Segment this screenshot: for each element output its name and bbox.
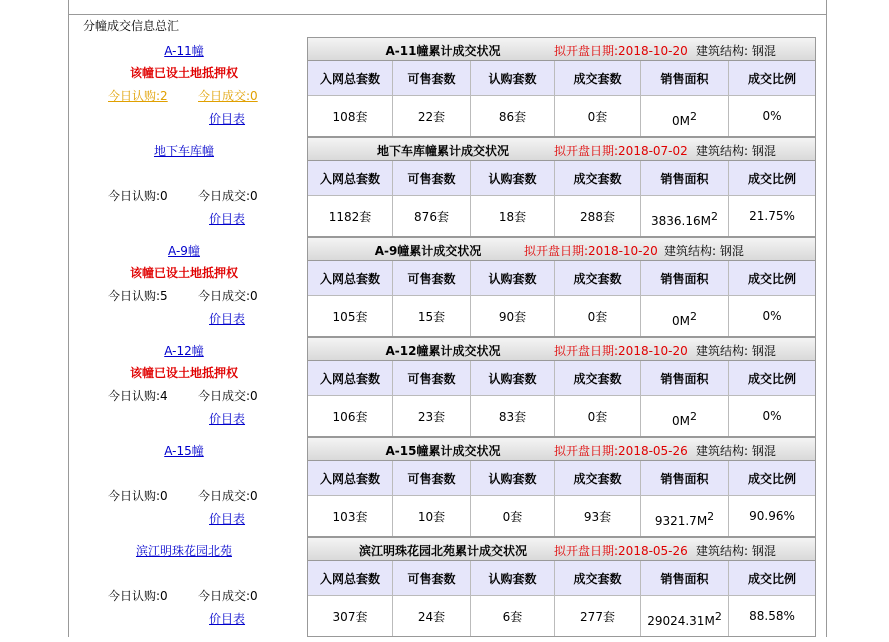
column-header-available-units: 可售套数 (393, 361, 471, 395)
mortgage-warning: 该幢已设土地抵押权 (129, 266, 238, 280)
planned-open-date: 拟开盘日期:2018-05-26 (554, 444, 688, 458)
table-title: A-9幢累计成交状况 (374, 244, 482, 258)
column-header-sales-area: 销售面积 (641, 161, 729, 195)
column-header-deal-ratio: 成交比例 (747, 71, 796, 86)
frame-top-border (68, 14, 827, 15)
column-header-sold-units: 成交套数 (555, 361, 641, 395)
value-row (308, 596, 815, 636)
planned-open-date: 拟开盘日期:2018-10-20 (524, 244, 658, 258)
building-stats-table (307, 37, 816, 137)
cell-available-units: 15套 (393, 296, 471, 336)
column-header-sales-area: 销售面积 (641, 61, 729, 95)
cell-sales-area: $9321.7M^2$ (641, 496, 729, 536)
column-header-row (308, 361, 815, 396)
value-row (308, 196, 815, 236)
column-header-deal-ratio: 成交比例 (747, 571, 796, 586)
column-header-subscribed-units: 认购套数 (471, 561, 555, 595)
cell-sales-area: $0M^2$ (641, 96, 729, 136)
cell-total-units: 103套 (308, 496, 393, 536)
column-header-subscribed-units: 认购套数 (471, 161, 555, 195)
building-name-link[interactable]: A-12幢 (164, 344, 204, 358)
building-stats-table (307, 237, 816, 337)
building-structure: 建筑结构: 钢混 (696, 544, 776, 558)
column-header-available-units: 可售套数 (393, 461, 471, 495)
column-header-deal-ratio: 成交比例 (747, 171, 796, 186)
building-structure: 建筑结构: 钢混 (664, 244, 744, 258)
table-header-bar (308, 438, 815, 461)
column-header-total-units: 入网总套数 (308, 361, 393, 395)
building-name-link[interactable]: A-11幢 (164, 44, 204, 58)
table-header-bar (308, 38, 815, 61)
value-row (308, 396, 815, 436)
column-header-row (308, 161, 815, 196)
cell-sold-units: 93套 (555, 496, 641, 536)
today-subscribed: 今日认购:5 (108, 289, 168, 303)
column-header-sales-area: 销售面积 (641, 461, 729, 495)
building-summary (84, 342, 284, 442)
today-deals: 今日成交:0 (198, 289, 258, 303)
column-header-available-units: 可售套数 (393, 61, 471, 95)
column-header-sales-area: 销售面积 (641, 361, 729, 395)
planned-open-date: 拟开盘日期:2018-05-26 (554, 544, 688, 558)
building-structure: 建筑结构: 钢混 (696, 44, 776, 58)
cell-sales-area: $29024.31M^2$ (641, 596, 729, 636)
building-stats-table (307, 437, 816, 537)
cell-sold-units: 277套 (555, 596, 641, 636)
cell-total-units: 108套 (308, 96, 393, 136)
table-header-bar (308, 338, 815, 361)
value-row (308, 96, 815, 136)
cell-deal-ratio: 21.75% (749, 209, 795, 223)
planned-open-date: 拟开盘日期:2018-07-02 (554, 144, 688, 158)
column-header-row (308, 461, 815, 496)
cell-total-units: 106套 (308, 396, 393, 436)
table-header-bar (308, 238, 815, 261)
planned-open-date: 拟开盘日期:2018-10-20 (554, 344, 688, 358)
column-header-sold-units: 成交套数 (555, 261, 641, 295)
table-title: A-15幢累计成交状况 (385, 444, 501, 458)
price-list-link[interactable]: 价目表 (209, 412, 246, 426)
building-stats-table (307, 537, 816, 637)
column-header-subscribed-units: 认购套数 (471, 61, 555, 95)
today-deals: 今日成交:0 (198, 189, 258, 203)
table-header-bar (308, 138, 815, 161)
today-subscribed: 今日认购:4 (108, 389, 168, 403)
building-summary (84, 242, 284, 342)
cell-available-units: 23套 (393, 396, 471, 436)
table-title: 滨江明珠花园北苑累计成交状况 (358, 544, 527, 558)
column-header-total-units: 入网总套数 (308, 461, 393, 495)
building-structure: 建筑结构: 钢混 (696, 144, 776, 158)
today-subscribed: 今日认购:0 (108, 489, 168, 503)
table-header-bar (308, 538, 815, 561)
price-list-link[interactable]: 价目表 (209, 112, 246, 126)
column-header-available-units: 可售套数 (393, 561, 471, 595)
cell-deal-ratio: 90.96% (749, 509, 795, 523)
cell-deal-ratio: 88.58% (749, 609, 795, 623)
column-header-subscribed-units: 认购套数 (471, 261, 555, 295)
column-header-sales-area: 销售面积 (641, 261, 729, 295)
today-deals: 今日成交:0 (198, 389, 258, 403)
price-list-link[interactable]: 价目表 (209, 612, 246, 626)
mortgage-warning: 该幢已设土地抵押权 (129, 366, 238, 380)
cell-sales-area: $0M^2$ (641, 296, 729, 336)
cell-sales-area: $3836.16M^2$ (641, 196, 729, 236)
today-deals: 今日成交:0 (198, 489, 258, 503)
column-header-deal-ratio: 成交比例 (747, 371, 796, 386)
cell-subscribed-units: 0套 (471, 496, 555, 536)
cell-available-units: 22套 (393, 96, 471, 136)
cell-available-units: 10套 (393, 496, 471, 536)
building-stats-table (307, 137, 816, 237)
building-summary (84, 142, 284, 242)
cell-sold-units: 0套 (555, 296, 641, 336)
today-deals: 今日成交:0 (198, 589, 258, 603)
column-header-subscribed-units: 认购套数 (471, 361, 555, 395)
value-row (308, 496, 815, 536)
today-deals[interactable]: 今日成交:0 (198, 89, 258, 103)
cell-available-units: 24套 (393, 596, 471, 636)
mortgage-warning: 该幢已设土地抵押权 (129, 66, 238, 80)
building-summary (84, 42, 284, 142)
cell-subscribed-units: 6套 (471, 596, 555, 636)
cell-total-units: 105套 (308, 296, 393, 336)
column-header-total-units: 入网总套数 (308, 561, 393, 595)
cell-subscribed-units: 86套 (471, 96, 555, 136)
table-title: A-11幢累计成交状况 (385, 44, 501, 58)
column-header-deal-ratio: 成交比例 (747, 271, 796, 286)
column-header-total-units: 入网总套数 (308, 61, 393, 95)
column-header-row (308, 261, 815, 296)
column-header-sales-area: 销售面积 (641, 561, 729, 595)
column-header-deal-ratio: 成交比例 (747, 471, 796, 486)
building-name-link[interactable]: A-15幢 (164, 444, 204, 458)
cell-available-units: 876套 (393, 196, 471, 236)
building-summary (84, 542, 284, 642)
today-subscribed[interactable]: 今日认购:2 (108, 89, 168, 103)
cell-deal-ratio: 0% (762, 309, 782, 323)
column-header-row (308, 61, 815, 96)
cell-sales-area: $0M^2$ (641, 396, 729, 436)
table-title: A-12幢累计成交状况 (385, 344, 501, 358)
cell-subscribed-units: 83套 (471, 396, 555, 436)
planned-open-date: 拟开盘日期:2018-10-20 (554, 44, 688, 58)
column-header-row (308, 561, 815, 596)
building-name-link[interactable]: 地下车库幢 (153, 144, 214, 158)
building-summary (84, 442, 284, 542)
cell-sold-units: 288套 (555, 196, 641, 236)
column-header-total-units: 入网总套数 (308, 161, 393, 195)
column-header-sold-units: 成交套数 (555, 461, 641, 495)
building-structure: 建筑结构: 钢混 (696, 344, 776, 358)
cell-total-units: 307套 (308, 596, 393, 636)
column-header-sold-units: 成交套数 (555, 161, 641, 195)
column-header-total-units: 入网总套数 (308, 261, 393, 295)
page-title: 分幢成交信息总汇 (83, 19, 180, 33)
building-structure: 建筑结构: 钢混 (696, 444, 776, 458)
cell-subscribed-units: 90套 (471, 296, 555, 336)
cell-sold-units: 0套 (555, 396, 641, 436)
cell-total-units: 1182套 (308, 196, 393, 236)
cell-sold-units: 0套 (555, 96, 641, 136)
building-name-link[interactable]: 滨江明珠花园北苑 (135, 544, 232, 558)
column-header-sold-units: 成交套数 (555, 61, 641, 95)
column-header-available-units: 可售套数 (393, 161, 471, 195)
column-header-subscribed-units: 认购套数 (471, 461, 555, 495)
column-header-sold-units: 成交套数 (555, 561, 641, 595)
today-subscribed: 今日认购:0 (108, 189, 168, 203)
cell-deal-ratio: 0% (762, 109, 782, 123)
today-subscribed: 今日认购:0 (108, 589, 168, 603)
price-list-link[interactable]: 价目表 (209, 512, 246, 526)
value-row (308, 296, 815, 336)
column-header-available-units: 可售套数 (393, 261, 471, 295)
building-name-link[interactable]: A-9幢 (168, 244, 200, 258)
price-list-link[interactable]: 价目表 (209, 212, 246, 226)
cell-deal-ratio: 0% (762, 409, 782, 423)
building-stats-table (307, 337, 816, 437)
price-list-link[interactable]: 价目表 (209, 312, 246, 326)
table-title: 地下车库幢累计成交状况 (376, 144, 509, 158)
cell-subscribed-units: 18套 (471, 196, 555, 236)
